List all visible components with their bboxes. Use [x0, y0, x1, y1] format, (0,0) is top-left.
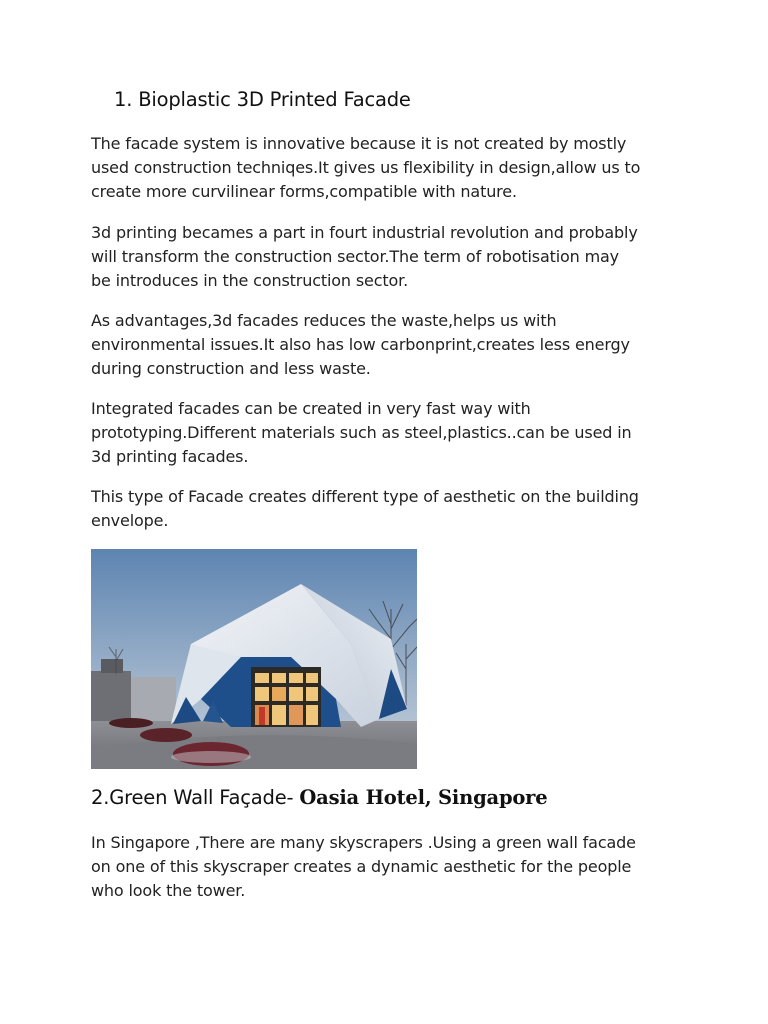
facade-building-illustration: [91, 549, 417, 769]
section-1-title: 1. Bioplastic 3D Printed Facade: [114, 88, 411, 111]
paragraph-2: 3d printing becames a part in fourt industrial revolution and probably will transform the construction sector.The term of robotisation may be introduces in the construction sector.: [91, 223, 638, 290]
facade-building-photo: [91, 549, 417, 769]
section-2-paragraph: In Singapore ,There are many skyscrapers .Using a green wall facade on one of this skyscraper creates a dynamic aesthetic for the people who look the tower.: [91, 833, 636, 900]
paragraph-3: As advantages,3d facades reduces the waste,helps us with environmental issues.It also has low carbonprint,creates less energy during construction and less waste.: [91, 311, 630, 378]
section-2-title-emphasis: Oasia Hotel, Singapore: [299, 786, 548, 809]
paragraph-1: The facade system is innovative because it is not created by mostly used construction techniqes.It gives us flexibility in design,allow us to create more curvilinear forms,compatible with nature.: [91, 134, 641, 201]
section-2-title-prefix: 2.Green Wall Façade-: [91, 786, 300, 809]
paragraph-5: This type of Facade creates different type of aesthetic on the building envelope.: [91, 487, 639, 530]
paragraph-4: Integrated facades can be created in very fast way with prototyping.Different materials such as steel,plastics..can be used in 3d printing facades.: [91, 399, 632, 466]
section-2-title: [91, 786, 547, 809]
